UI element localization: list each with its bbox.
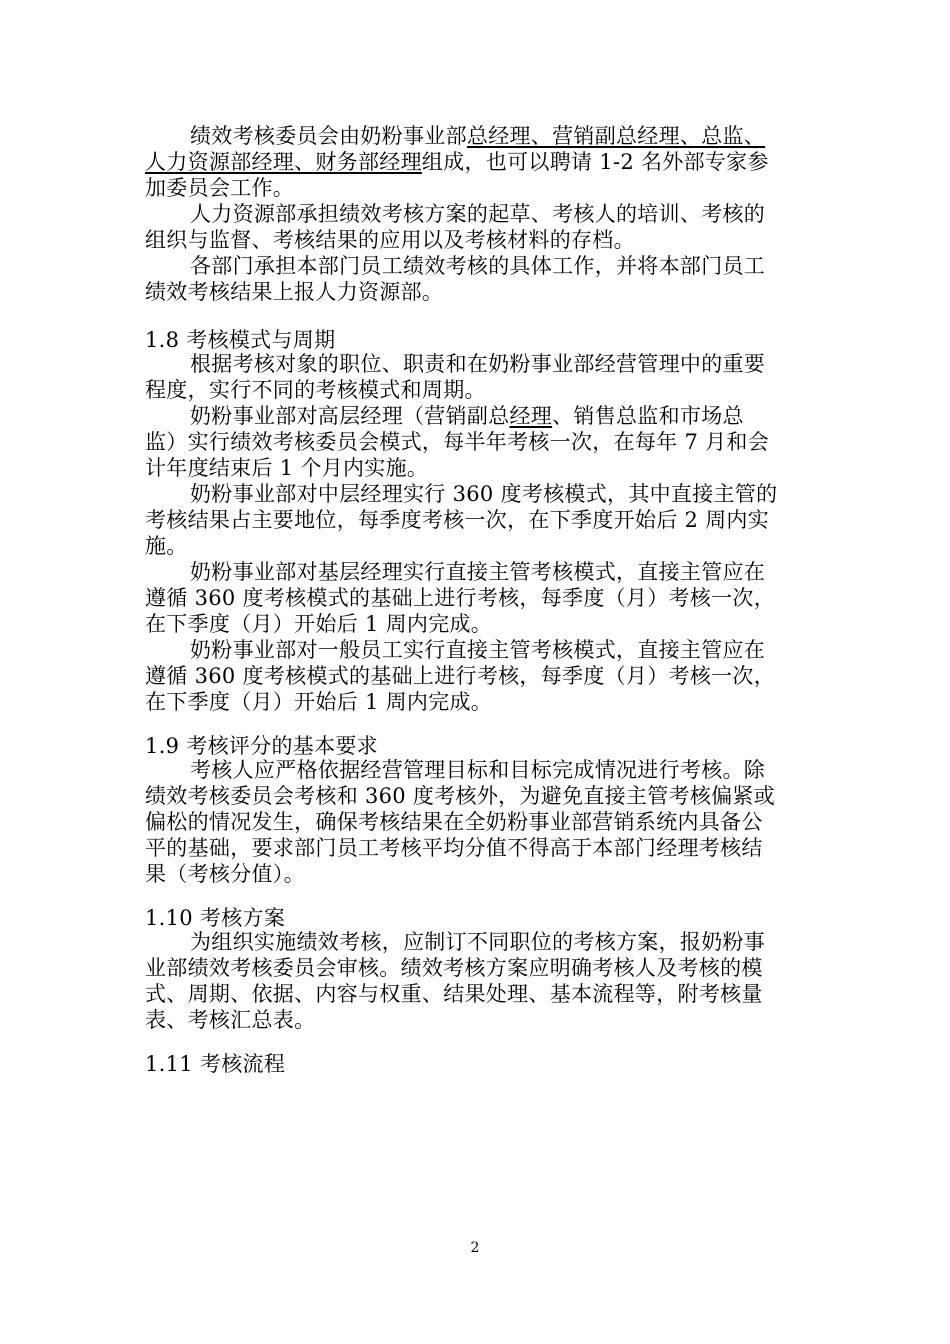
underlined-text: 总经理、营销副总经理、总监、 [466, 124, 766, 148]
s19-line3: 偏松的情况发生，确保考核结果在全奶粉事业部营销系统内具备公 [145, 810, 763, 834]
s18-p5-line1: 奶粉事业部对一般员工实行直接主管考核模式，直接主管应在 [190, 638, 766, 662]
s18-p3-line3: 施。 [145, 534, 188, 558]
text: 、销售总监和市场总 [552, 404, 744, 428]
s18-p1-line2: 程度，实行不同的考核模式和周期。 [145, 378, 486, 402]
s18-p1-line1: 根据考核对象的职位、职责和在奶粉事业部经营管理中的重要 [190, 352, 766, 376]
committee-p3-line1: 各部门承担本部门员工绩效考核的具体工作，并将本部门员工 [190, 254, 766, 278]
s18-p5-line2: 遵循 360 度考核模式的基础上进行考核，每季度（月）考核一次， [145, 664, 776, 688]
section-1-8-heading: 1.8 考核模式与周期 [145, 328, 336, 352]
committee-p1-line1 [190, 123, 765, 149]
s18-p3-line1: 奶粉事业部对中层经理实行 360 度考核模式，其中直接主管的 [190, 482, 778, 506]
underlined-text: 经理 [509, 404, 553, 428]
text: 组成，也可以聘请 1-2 名外部专家参 [421, 150, 769, 174]
s18-p5-line3: 在下季度（月）开始后 1 周内完成。 [145, 690, 493, 714]
underlined-text: 人力资源部经理、财务部经理 [145, 150, 422, 174]
s19-line2: 绩效考核委员会考核和 360 度考核外，为避免直接主管考核偏紧或 [145, 784, 776, 808]
s18-p4-line2: 遵循 360 度考核模式的基础上进行考核，每季度（月）考核一次， [145, 586, 776, 610]
s110-line4: 表、考核汇总表。 [145, 1008, 316, 1032]
page-number: 2 [470, 1240, 480, 1256]
committee-p3-line2: 绩效考核结果上报人力资源部。 [145, 280, 444, 304]
s18-p2-line3: 计年度结束后 1 个月内实施。 [145, 456, 429, 480]
s18-p4-line1: 奶粉事业部对基层经理实行直接主管考核模式，直接主管应在 [190, 560, 766, 584]
s18-p2-line2: 监）实行绩效考核委员会模式，每半年考核一次，在每年 7 月和会 [145, 430, 770, 454]
committee-p1-line2 [145, 149, 769, 175]
s110-line1: 为组织实施绩效考核，应制订不同职位的考核方案，报奶粉事 [190, 930, 766, 954]
s19-line5: 果（考核分值）。 [145, 862, 305, 886]
s110-line3: 式、周期、依据、内容与权重、结果处理、基本流程等，附考核量 [145, 982, 763, 1006]
s18-p4-line3: 在下季度（月）开始后 1 周内完成。 [145, 612, 493, 636]
section-1-11-heading: 1.11 考核流程 [145, 1052, 286, 1076]
committee-p2-line2: 组织与监督、考核结果的应用以及考核材料的存档。 [145, 228, 635, 252]
s19-line4: 平的基础，要求部门员工考核平均分值不得高于本部门经理考核结 [145, 836, 763, 860]
section-1-9-heading: 1.9 考核评分的基本要求 [145, 734, 378, 758]
committee-p2-line1: 人力资源部承担绩效考核方案的起草、考核人的培训、考核的 [190, 202, 766, 226]
s19-line1: 考核人应严格依据经营管理目标和目标完成情况进行考核。除 [190, 758, 766, 782]
s18-p3-line2: 考核结果占主要地位，每季度考核一次，在下季度开始后 2 周内实 [145, 508, 770, 532]
s110-line2: 业部绩效考核委员会审核。绩效考核方案应明确考核人及考核的模 [145, 956, 763, 980]
committee-p1-line3: 加委员会工作。 [145, 176, 295, 200]
section-1-10-heading: 1.10 考核方案 [145, 906, 286, 930]
s18-p2-line1 [190, 403, 744, 429]
text: 绩效考核委员会由奶粉事业部 [190, 124, 467, 148]
text: 奶粉事业部对高层经理（营销副总 [190, 404, 510, 428]
